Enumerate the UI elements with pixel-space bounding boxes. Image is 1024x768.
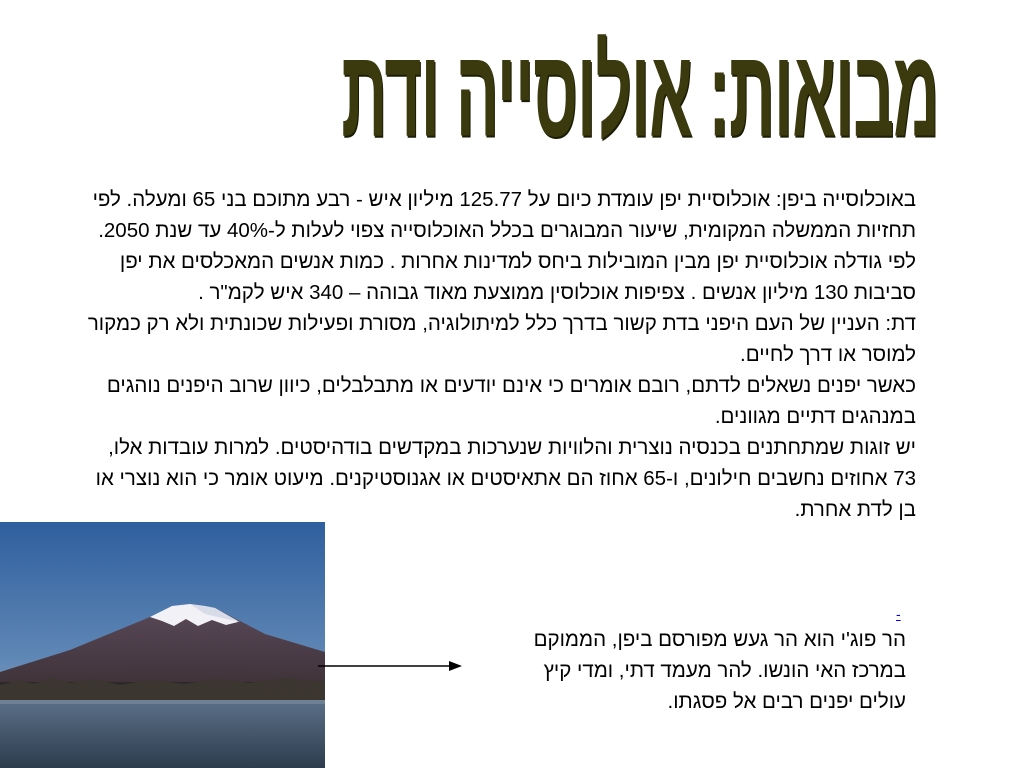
photo-caption <box>470 624 906 717</box>
hyperlink-mark[interactable]: - <box>896 606 901 622</box>
mount-fuji-photo <box>0 522 325 768</box>
caption-line: עולים יפנים רבים אל פסגתו. <box>667 690 906 713</box>
caption-line: במרכז האי הונשו. להר מעמד דתי, ומדי קיץ <box>543 659 906 682</box>
paragraph-population: באוכלוסייה ביפן: אוכלוסיית יפן עומדת כיום על 125.77 מיליון איש - רבע מתוכם בני 65 ומעלה. לפי תחזיות הממשלה המקומית, שיעור המבוגרים בכלל האוכלוסייה צפוי לעלות ל-40% עד שנת 2050. <box>92 188 916 242</box>
caption-line: הר פוג'י הוא הר געש מפורסם ביפן, הממוקם <box>533 628 906 651</box>
paragraph-religion: דת: העניין של העם היפני בדת קשור בדרך כלל למיתולוגיה, מסורת ופעילות שכונתית ולא רק כמקור למוסר או דרך לחיים. <box>87 312 916 366</box>
paragraph-population-size: לפי גודלה אוכלוסיית יפן מבין המובילות ביחס למדינות אחרות . כמות אנשים המאכלסים את יפן סביבות 130 מיליון אנשים . צפיפות אוכלוסין ממוצעת מאוד גבוהה – 340 איש לקמ"ר . <box>119 250 916 304</box>
body-text <box>82 184 916 525</box>
paragraph-religion-question: כאשר יפנים נשאלים לדתם, רובם אומרים כי אינם יודעים או מתבלבלים, כיוון שרוב היפנים נוהגים במנהגים דתיים מגוונים. <box>106 374 916 428</box>
paragraph-religion-stats: יש זוגות שמתחתנים בכנסיה נוצרית והלוויות שנערכות במקדשים בודהיסטים. למרות עובדות אלו, 73 אחוזים נחשבים חילונים, ו-65 אחוז הם אתאיסטים או אגנוסטיקנים. מיעוט אומר כי הוא נוצרי או בן לדת אחרת. <box>95 436 916 521</box>
slide-title: מבואות: אולוסייה ודת <box>341 22 939 163</box>
arrow-icon <box>318 654 463 678</box>
